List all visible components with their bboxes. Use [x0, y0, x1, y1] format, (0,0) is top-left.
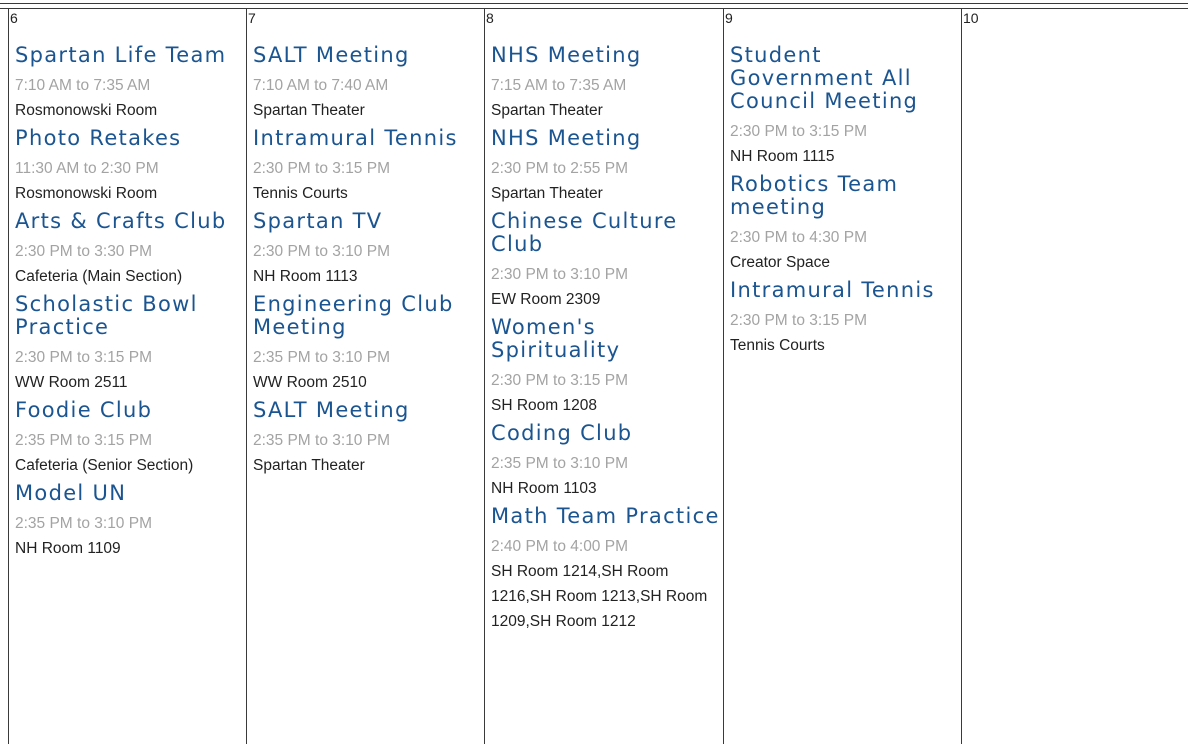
event-location: Rosmonowski Room — [15, 185, 158, 202]
event-location: Tennis Courts — [253, 185, 348, 202]
day-number: 7 — [248, 10, 256, 26]
event-location: Cafeteria (Main Section) — [15, 268, 183, 285]
event-location: SH Room 1214,SH Room 1216,SH Room 1213,SH Room 1209,SH Room 1212 — [491, 563, 708, 630]
event-list — [253, 44, 481, 482]
day-number: 6 — [10, 10, 18, 26]
event-location: Creator Space — [730, 254, 830, 271]
event-location: Tennis Courts — [730, 337, 825, 354]
day-column — [961, 8, 1188, 744]
event-time: 7:10 AM to 7:40 AM — [253, 77, 389, 94]
event-item — [730, 279, 958, 358]
event-list — [491, 44, 720, 638]
event-location: Spartan Theater — [253, 457, 365, 474]
event-item — [491, 505, 720, 634]
event-time: 2:30 PM to 3:15 PM — [15, 349, 152, 366]
event-item — [15, 210, 243, 289]
event-location: NH Room 1115 — [730, 148, 835, 165]
event-location: NH Room 1113 — [253, 268, 358, 285]
event-time: 2:30 PM to 2:55 PM — [491, 160, 628, 177]
event-time: 11:30 AM to 2:30 PM — [15, 160, 159, 177]
event-item — [253, 293, 481, 395]
event-title-link[interactable]: Spartan TV — [253, 209, 383, 233]
event-item — [730, 173, 958, 275]
event-time: 2:30 PM to 3:15 PM — [730, 312, 867, 329]
event-location: Cafeteria (Senior Section) — [15, 457, 194, 474]
event-title-link[interactable]: SALT Meeting — [253, 398, 410, 422]
event-title-link[interactable]: Intramural Tennis — [253, 126, 458, 150]
event-title-link[interactable]: NHS Meeting — [491, 43, 642, 67]
event-item — [15, 399, 243, 478]
event-title-link[interactable]: Intramural Tennis — [730, 278, 935, 302]
event-time: 2:30 PM to 3:10 PM — [253, 243, 390, 260]
event-item — [15, 482, 243, 561]
event-time: 7:15 AM to 7:35 AM — [491, 77, 627, 94]
event-location: SH Room 1208 — [491, 397, 597, 414]
event-time: 2:35 PM to 3:10 PM — [253, 432, 390, 449]
event-title-link[interactable]: NHS Meeting — [491, 126, 642, 150]
event-time: 2:30 PM to 3:15 PM — [253, 160, 390, 177]
event-item — [491, 422, 720, 501]
event-time: 2:35 PM to 3:10 PM — [15, 515, 152, 532]
event-title-link[interactable]: Arts & Crafts Club — [15, 209, 227, 233]
day-column — [723, 8, 962, 744]
calendar-week — [0, 8, 1188, 744]
event-title-link[interactable]: Engineering Club Meeting — [253, 292, 454, 339]
event-item — [253, 44, 481, 123]
event-location: NH Room 1109 — [15, 540, 121, 557]
event-time: 2:30 PM to 3:30 PM — [15, 243, 152, 260]
event-list — [730, 44, 958, 362]
event-title-link[interactable]: Spartan Life Team — [15, 43, 227, 67]
day-number: 10 — [963, 10, 979, 26]
event-title-link[interactable]: Math Team Practice — [491, 504, 720, 528]
event-title-link[interactable]: Scholastic Bowl Practice — [15, 292, 198, 339]
event-item — [15, 127, 243, 206]
event-time: 2:30 PM to 3:15 PM — [491, 372, 628, 389]
event-title-link[interactable]: Robotics Team meeting — [730, 172, 899, 219]
event-location: WW Room 2510 — [253, 374, 367, 391]
event-item — [253, 127, 481, 206]
event-location: WW Room 2511 — [15, 374, 128, 391]
day-column — [8, 8, 247, 744]
event-location: NH Room 1103 — [491, 480, 597, 497]
event-location: Rosmonowski Room — [15, 102, 158, 119]
event-location: EW Room 2309 — [491, 291, 601, 308]
event-item — [730, 44, 958, 169]
day-column — [246, 8, 485, 744]
event-time: 2:35 PM to 3:10 PM — [491, 455, 628, 472]
day-column — [484, 8, 724, 744]
event-time: 7:10 AM to 7:35 AM — [15, 77, 151, 94]
day-number: 8 — [486, 10, 494, 26]
event-item — [15, 44, 243, 123]
event-item — [253, 210, 481, 289]
calendar-top-border — [0, 3, 1188, 4]
event-item — [15, 293, 243, 395]
event-item — [253, 399, 481, 478]
event-title-link[interactable]: SALT Meeting — [253, 43, 410, 67]
event-item — [491, 127, 720, 206]
event-location: Spartan Theater — [491, 102, 603, 119]
event-time: 2:40 PM to 4:00 PM — [491, 538, 628, 555]
event-title-link[interactable]: Foodie Club — [15, 398, 153, 422]
event-time: 2:30 PM to 3:15 PM — [730, 123, 867, 140]
event-title-link[interactable]: Model UN — [15, 481, 127, 505]
event-list — [15, 44, 243, 565]
event-time: 2:35 PM to 3:10 PM — [253, 349, 390, 366]
event-time: 2:35 PM to 3:15 PM — [15, 432, 152, 449]
event-title-link[interactable]: Student Government All Council Meeting — [730, 43, 919, 113]
event-location: Spartan Theater — [491, 185, 603, 202]
event-title-link[interactable]: Women's Spirituality — [491, 315, 621, 362]
event-time: 2:30 PM to 4:30 PM — [730, 229, 867, 246]
event-item — [491, 316, 720, 418]
day-number: 9 — [725, 10, 733, 26]
event-item — [491, 44, 720, 123]
event-title-link[interactable]: Coding Club — [491, 421, 633, 445]
event-location: Spartan Theater — [253, 102, 365, 119]
event-title-link[interactable]: Photo Retakes — [15, 126, 182, 150]
event-title-link[interactable]: Chinese Culture Club — [491, 209, 678, 256]
event-item — [491, 210, 720, 312]
event-time: 2:30 PM to 3:10 PM — [491, 266, 628, 283]
